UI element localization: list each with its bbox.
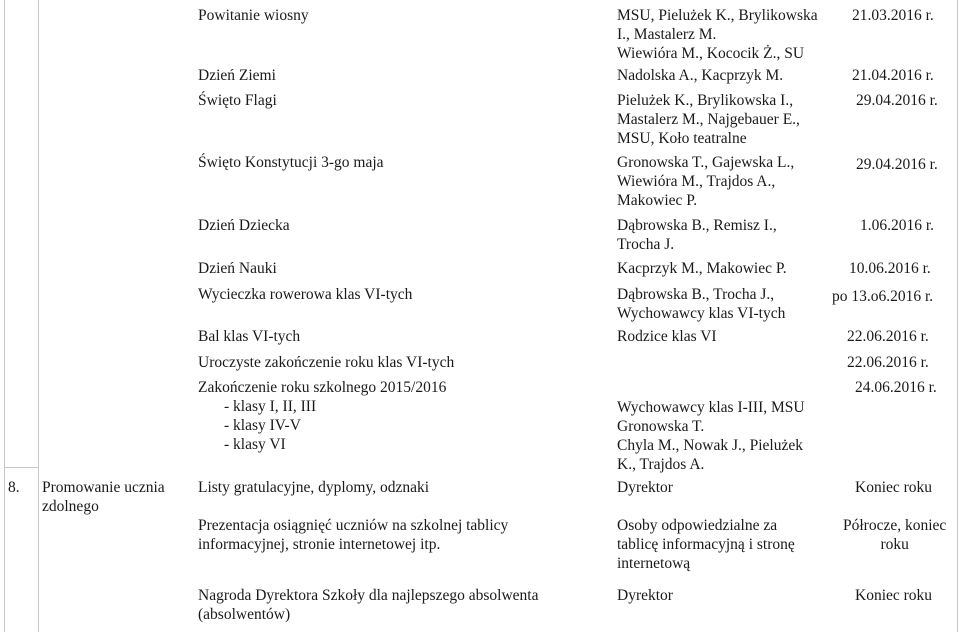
event-cell: Listy gratulacyjne, dyplomy, odznaki xyxy=(198,479,430,496)
date-cell: 24.06.2016 r. xyxy=(855,379,937,396)
people-cell: Osoby odpowiedzialne za tablicę informacyjną i stronę internetową xyxy=(617,517,795,572)
date-cell: 22.06.2016 r. xyxy=(847,354,929,371)
people-cell: Wychowawcy klas I-III, MSU Gronowska T. Chyla M., Nowak J., Pielużek K., Trajdos A. xyxy=(617,399,805,473)
section-title: Promowanie ucznia zdolnego xyxy=(42,479,165,515)
event-cell: Nagroda Dyrektora Szkoły dla najlepszego absolwenta (absolwentów) xyxy=(198,587,539,623)
people-cell: Dąbrowska B., Trocha J., Wychowawcy klas VI-tych xyxy=(617,286,786,322)
table-column-divider xyxy=(38,0,39,632)
people-cell: Nadolska A., Kacprzyk M. xyxy=(617,67,784,84)
section-number: 8. xyxy=(8,479,20,496)
people-cell: Rodzice klas VI xyxy=(617,328,717,345)
date-cell: 10.06.2016 r. xyxy=(849,260,931,277)
date-cell: Koniec roku xyxy=(855,479,933,496)
section-divider xyxy=(4,467,38,468)
people-cell: Dyrektor xyxy=(617,479,673,496)
people-cell: Dąbrowska B., Remisz I., Trocha J. xyxy=(617,217,777,253)
event-cell: Święto Konstytucji 3-go maja xyxy=(198,154,384,171)
people-cell: Pielużek K., Brylikowska I., Mastalerz M., Najgebauer E., MSU, Koło teatralne xyxy=(617,92,800,147)
event-cell: Powitanie wiosny xyxy=(198,7,309,24)
date-cell: Koniec roku xyxy=(855,587,933,604)
event-cell: Dzień Dziecka xyxy=(198,217,290,234)
event-cell: Zakończenie roku szkolnego 2015/2016 - klasy I, II, III - klasy IV-V - klasy VI xyxy=(198,379,447,453)
date-cell: 21.03.2016 r. xyxy=(852,7,934,24)
event-cell: Święto Flagi xyxy=(198,92,277,109)
event-cell: Bal klas VI-tych xyxy=(198,328,301,345)
date-cell: 21.04.2016 r. xyxy=(852,67,934,84)
event-cell: Wycieczka rowerowa klas VI-tych xyxy=(198,286,413,303)
people-cell: Kacprzyk M., Makowiec P. xyxy=(617,260,787,277)
date-cell: 29.04.2016 r. xyxy=(856,156,938,173)
people-cell: Gronowska T., Gajewska L., Wiewióra M., Trajdos A., Makowiec P. xyxy=(617,154,795,209)
people-cell: Dyrektor xyxy=(617,587,673,604)
date-cell: Półrocze, koniec roku xyxy=(843,517,947,553)
table-right-border xyxy=(957,0,958,632)
date-cell: 29.04.2016 r. xyxy=(856,92,938,109)
event-cell: Uroczyste zakończenie roku klas VI-tych xyxy=(198,354,455,371)
date-cell: po 13.o6.2016 r. xyxy=(832,288,934,305)
date-cell: 22.06.2016 r. xyxy=(847,328,929,345)
event-cell: Prezentacja osiągnięć uczniów na szkolnej tablicy informacyjnej, stronie internetowej itp. xyxy=(198,517,509,553)
people-cell: MSU, Pielużek K., Brylikowska I., Mastalerz M. Wiewióra M., Kococik Ż., SU xyxy=(617,7,818,62)
table-left-border xyxy=(4,0,5,632)
date-cell: 1.06.2016 r. xyxy=(860,217,935,234)
event-cell: Dzień Ziemi xyxy=(198,67,276,84)
event-cell: Dzień Nauki xyxy=(198,260,277,277)
